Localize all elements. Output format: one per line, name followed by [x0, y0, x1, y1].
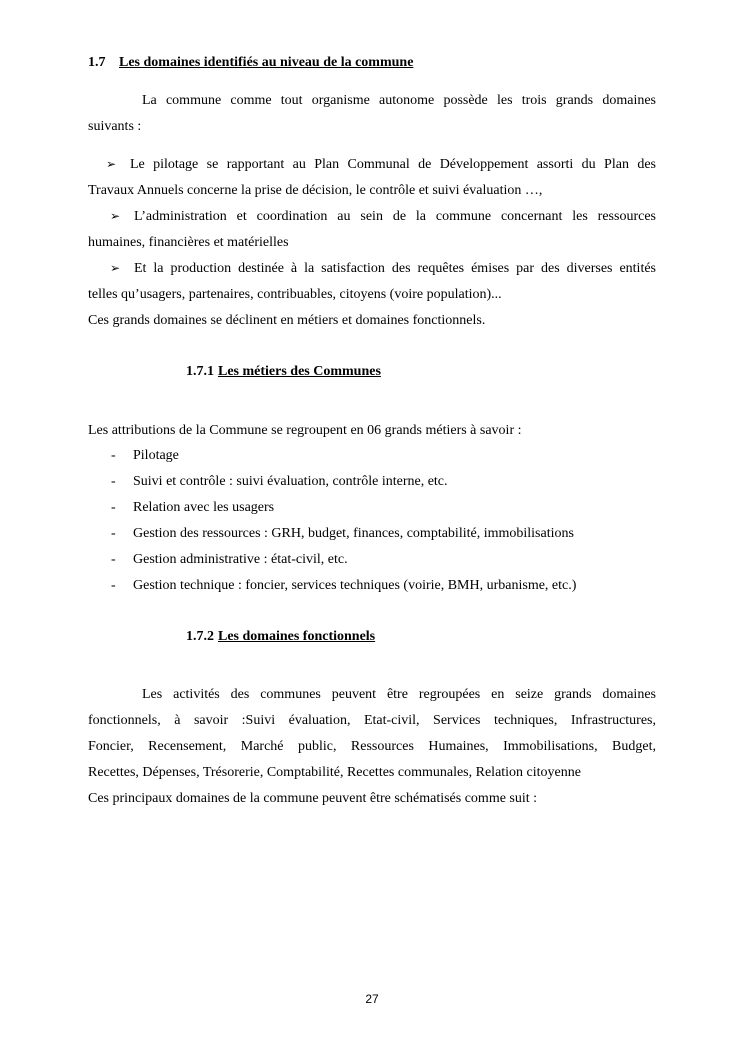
- dash-marker: -: [111, 474, 116, 489]
- page-number: 27: [365, 992, 379, 1006]
- paragraph-closing: Ces principaux domaines de la commune peuvent être schématisés comme suit :: [88, 791, 538, 806]
- list-item-text: Gestion administrative : état-civil, etc.: [133, 552, 348, 567]
- bullet-text: L’administration et coordination au sein de la commune concernant les ressources: [134, 209, 656, 224]
- intro-paragraph-line: La commune comme tout organisme autonome possède les trois grands domaines: [142, 93, 656, 108]
- intro-paragraph-line: suivants :: [88, 119, 142, 134]
- dash-marker: -: [111, 578, 116, 593]
- section-closing: Ces grands domaines se déclinent en métiers et domaines fonctionnels.: [88, 313, 486, 328]
- list-item: [111, 525, 656, 542]
- list-item: [111, 551, 656, 568]
- subsection-number: 1.7.1: [186, 364, 214, 379]
- paragraph-line: Recettes, Dépenses, Trésorerie, Comptabilité, Recettes communales, Relation citoyenne: [88, 765, 581, 780]
- subsection-title: Les métiers des Communes: [218, 364, 381, 379]
- list-item: [111, 473, 656, 490]
- subsection-heading: [186, 628, 656, 645]
- bullet-continuation: humaines, financières et matérielles: [88, 235, 289, 250]
- dash-marker: -: [111, 500, 116, 515]
- list-item-text: Relation avec les usagers: [133, 500, 275, 515]
- bullet-text: Le pilotage se rapportant au Plan Communal de Développement assorti du Plan des: [130, 157, 656, 172]
- bullet-text: Et la production destinée à la satisfaction des requêtes émises par des diverses entités: [134, 261, 656, 276]
- bullet-continuation: telles qu’usagers, partenaires, contribuables, citoyens (voire population)...: [88, 287, 502, 302]
- subsection-intro: Les attributions de la Commune se regroupent en 06 grands métiers à savoir :: [88, 423, 522, 438]
- bullet-continuation: Travaux Annuels concerne la prise de décision, le contrôle et suivi évaluation …,: [88, 183, 543, 198]
- dash-marker: -: [111, 448, 116, 463]
- bullet-item: [110, 208, 656, 225]
- paragraph-line: fonctionnels, à savoir :Suivi évaluation, Etat-civil, Services techniques, Infrastructures,: [88, 713, 656, 728]
- list-item: [111, 577, 656, 594]
- subsection-heading: [186, 363, 656, 380]
- list-item-text: Gestion technique : foncier, services techniques (voirie, BMH, urbanisme, etc.): [133, 578, 577, 593]
- section-heading: [88, 54, 656, 71]
- list-item-text: Pilotage: [133, 448, 179, 463]
- section-number: 1.7: [88, 55, 106, 70]
- arrow-bullet-icon: ➢: [106, 157, 117, 171]
- dash-marker: -: [111, 526, 116, 541]
- list-item: [111, 499, 656, 516]
- arrow-bullet-icon: ➢: [110, 261, 121, 275]
- list-item-text: Suivi et contrôle : suivi évaluation, contrôle interne, etc.: [133, 474, 448, 489]
- bullet-item: [106, 156, 656, 173]
- list-item: [111, 447, 656, 464]
- paragraph-line: Les activités des communes peuvent être regroupées en seize grands domaines: [142, 687, 656, 702]
- dash-marker: -: [111, 552, 116, 567]
- arrow-bullet-icon: ➢: [110, 209, 121, 223]
- subsection-title: Les domaines fonctionnels: [218, 629, 376, 644]
- bullet-item: [110, 260, 656, 277]
- subsection-number: 1.7.2: [186, 629, 214, 644]
- list-item-text: Gestion des ressources : GRH, budget, finances, comptabilité, immobilisations: [133, 526, 574, 541]
- section-title: Les domaines identifiés au niveau de la commune: [119, 55, 414, 70]
- paragraph-line: Foncier, Recensement, Marché public, Ressources Humaines, Immobilisations, Budget,: [88, 739, 656, 754]
